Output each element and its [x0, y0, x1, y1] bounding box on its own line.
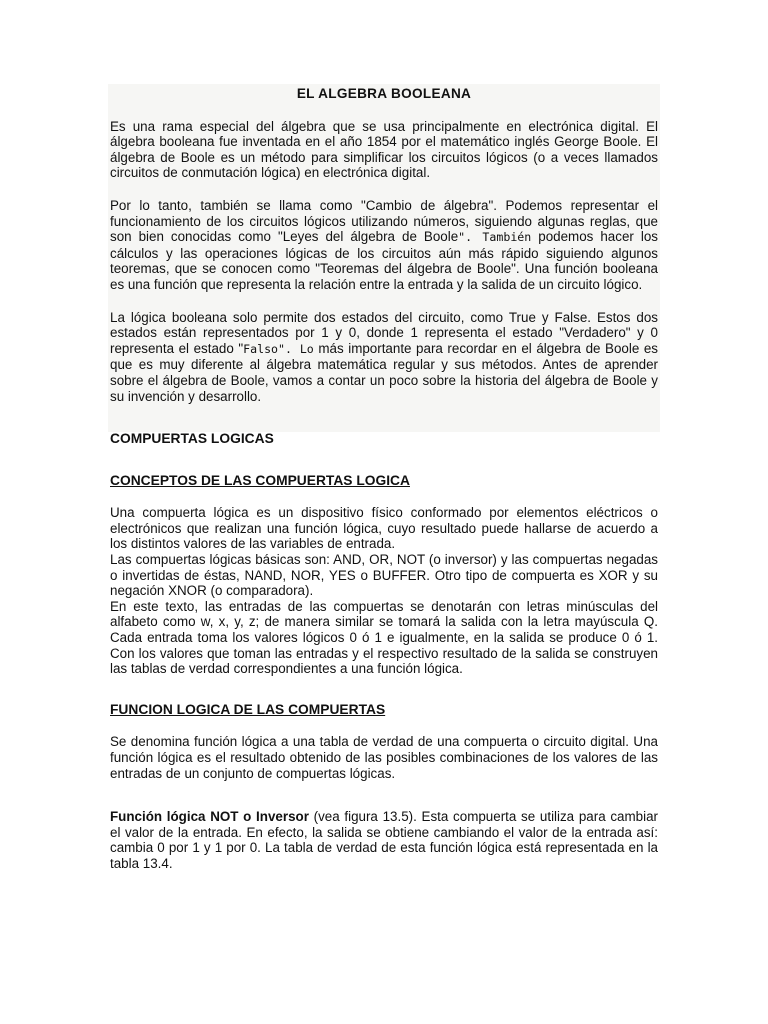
not-paragraph	[110, 809, 658, 871]
intro-p2-mono: ". También	[458, 230, 532, 245]
intro-p3-text-a: La lógica booleana solo permite dos estados del circuito, como True y False. Estos dos estados están representados por 1 y 0, donde 1 representa el estado "Verdadero" y 0 representa el estado "	[110, 309, 658, 356]
intro-p2-text-b: podemos hacer los cálculos y las operaciones lógicas de los circuitos aún más rápido siguiendo algunos teoremas, que se conocen como "Teoremas del álgebra de Boole". Una función booleana es una función que representa la relación entre la entrada y la salida de un circuito lógico.	[110, 229, 658, 292]
funcion-paragraph: Se denomina función lógica a una tabla de verdad de una compuerta o circuito digital. Una función lógica es el resultado obtenido de las posibles combinaciones de los valores de las entradas de un conjunto de compuertas lógicas.	[110, 734, 658, 781]
document-content	[110, 86, 658, 872]
intro-paragraph-2	[110, 198, 658, 293]
intro-p3-mono: Falso". Lo	[243, 341, 314, 356]
document-title: EL ALGEBRA BOOLEANA	[296, 86, 472, 101]
intro-paragraph-1: Es una rama especial del álgebra que se usa principalmente en electrónica digital. El álgebra booleana fue inventada en el año 1854 por el matemático inglés George Boole. El álgebra de Boole es un método para simplificar los circuitos lógicos (o a veces llamados circuitos de conmutación lógica) en electrónica digital.	[110, 118, 658, 181]
intro-p2-text-a: Por lo tanto, también se llama como "Cambio de álgebra". Podemos representar el funcionamiento de los circuitos lógicos utilizando números, siguiendo algunas reglas, que son bien conocidas como "Leyes del álgebra de Boole	[110, 197, 658, 245]
not-paragraph-rest: (vea figura 13.5). Esta compuerta se utiliza para cambiar el valor de la entrada. En efecto, la salida se obtiene cambiando el valor de la entrada así: cambia 0 por 1 y 1 por 0. La tabla de verdad de esta función lógica está representada en la tabla 13.4.	[110, 809, 658, 871]
heading-funcion-logica: FUNCION LOGICA DE LAS COMPUERTAS	[110, 701, 386, 717]
conceptos-paragraph-3: En este texto, las entradas de las compuertas se denotarán con letras minúsculas del alfabeto como w, x, y, z; de manera similar se tomará la salida con la letra mayúscula Q. Cada entrada toma los valores lógicos 0 ó 1 e igualmente, en la salida se produce 0 ó 1. Con los valores que toman las entradas y el respectivo resultado de la salida se construyen las tablas de verdad correspondientes a una función lógica.	[110, 598, 658, 677]
conceptos-paragraph-2: Las compuertas lógicas básicas son: AND, OR, NOT (o inversor) y las compuertas negadas o invertidas de éstas, NAND, NOR, YES o BUFFER. Otro tipo de compuerta es XOR y su negación XNOR (o comparadora).	[110, 552, 658, 599]
heading-compuertas-logicas: COMPUERTAS LOGICAS	[110, 431, 274, 447]
not-paragraph-bold: Función lógica NOT o Inversor	[110, 809, 309, 825]
intro-p3-text-b: más importante para recordar en el álgebra de Boole es que es muy diferente al álgebra matemática regular y sus métodos. Antes de aprender sobre el álgebra de Boole, vamos a contar un poco sobre la historia del álgebra de Boole y su invención y desarrollo.	[110, 340, 658, 404]
conceptos-paragraph-1: Una compuerta lógica es un dispositivo físico conformado por elementos eléctricos o electrónicos que realizan una función lógica, cuyo resultado puede hallarse de acuerdo a los distintos valores de las variables de entrada.	[110, 505, 658, 552]
intro-paragraph-3	[110, 310, 658, 405]
heading-conceptos: CONCEPTOS DE LAS COMPUERTAS LOGICA	[110, 472, 410, 488]
